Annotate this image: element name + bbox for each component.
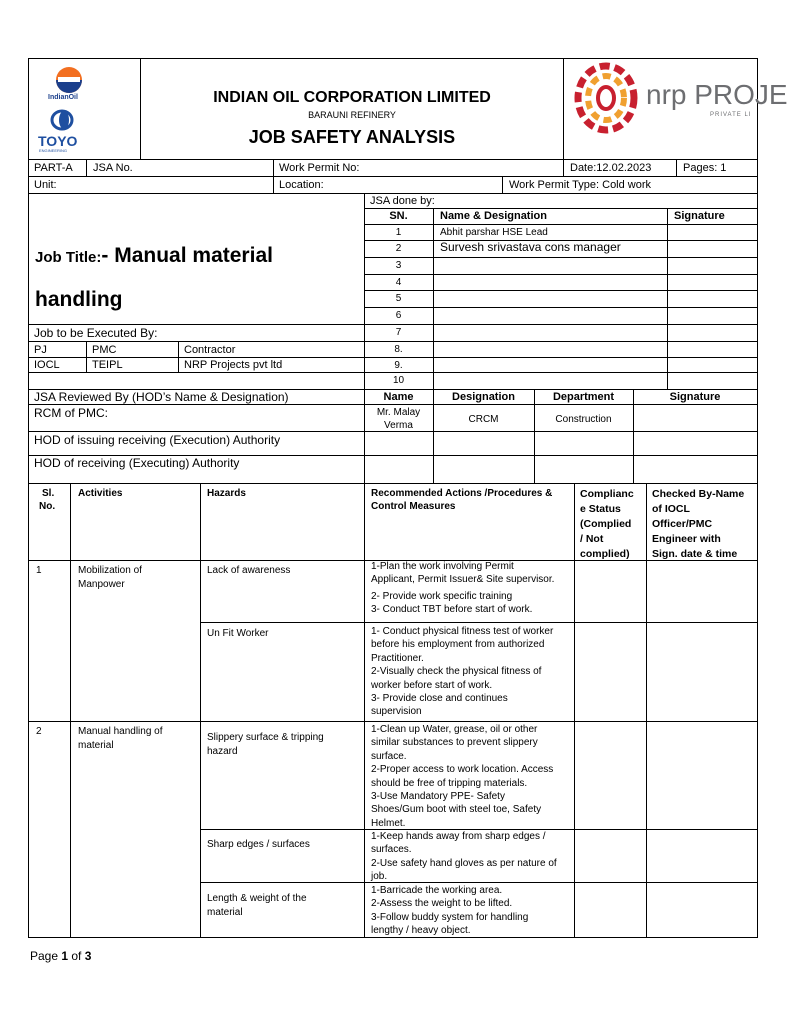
hazard-text: Lack of awareness [207, 565, 291, 576]
executed-by-label: Job to be Executed By: [34, 326, 158, 340]
job-title-label: Job Title: [35, 249, 102, 266]
review-name-header: Name [383, 391, 414, 403]
control-measure-text: 2-Use safety hand gloves as per nature of [371, 857, 557, 869]
hazards-header: Hazards [207, 488, 246, 499]
control-measure-text: similar substances to prevent slippery [371, 737, 538, 749]
compliance-header-line: complied) [580, 548, 630, 560]
jsa-row-name: Abhit parshar HSE Lead [440, 227, 548, 238]
nrp-logo-subtext: PRIVATE LI [710, 112, 752, 118]
jsa-row-sn: 6 [395, 310, 402, 321]
reviewed-by-label: JSA Reviewed By (HOD’s Name & Designation) [34, 390, 289, 404]
control-measure-text: 3-Use Mandatory PPE- Safety [371, 791, 505, 802]
sl-no-header-line2: No. [39, 501, 56, 512]
control-measure-text: lengthy / heavy object. [371, 925, 471, 937]
date-field: Date:12.02.2023 [570, 162, 652, 174]
activity-sl-no: 1 [36, 565, 42, 576]
jsa-sn-header: SN. [389, 210, 408, 222]
page-prefix: Page [30, 949, 62, 963]
control-measure-text: surfaces. [371, 844, 412, 856]
jsa-done-by-label: JSA done by: [370, 195, 435, 207]
work-permit-type-field: Work Permit Type: Cold work [509, 179, 652, 191]
jsa-row-sn: 5 [395, 293, 402, 304]
control-measure-text: Shoes/Gum boot with steel toe, Safety [371, 804, 542, 816]
hazard-text: hazard [207, 746, 238, 757]
indianoil-logo-text: IndianOil [48, 94, 78, 101]
nrp-projects-logo [570, 60, 788, 156]
jsa-row-sn: 4 [395, 277, 402, 288]
hod-issuing-label: HOD of issuing receiving (Execution) Authority [34, 433, 281, 447]
jsa-row-sn: 8. [394, 344, 403, 355]
control-measure-text: surface. [371, 750, 407, 762]
jsa-row-name: Survesh srivastava cons manager [440, 240, 621, 254]
page-number [30, 949, 91, 963]
checked-header-line: Checked By-Name [652, 488, 745, 500]
activity-text: material [78, 739, 114, 751]
sl-no-header-line1: Sl. [42, 488, 55, 499]
job-title-value-line1: - Manual material [101, 244, 273, 267]
checked-header-line: Officer/PMC [652, 518, 713, 530]
control-measure-text: Helmet. [371, 817, 406, 829]
pages-field: Pages: 1 [683, 162, 727, 174]
jsa-row-sn: 3 [395, 260, 402, 271]
compliance-header-line: Complianc [580, 488, 634, 500]
control-measure-text: before his employment from authorized [371, 639, 545, 651]
activities-header: Activities [78, 488, 123, 499]
activity-sl-no: 2 [36, 726, 42, 737]
control-measure-text: 1-Plan the work involving Permit [371, 561, 514, 572]
hazard-text: material [207, 907, 243, 918]
rcm-name-line1: Mr. Malay [376, 407, 421, 418]
jsa-row-sn: 9. [394, 360, 403, 371]
control-measure-text: job. [371, 871, 388, 883]
rcm-label: RCM of PMC: [34, 406, 109, 420]
jsa-row-sn: 1 [395, 227, 402, 238]
page-total: 3 [84, 949, 92, 963]
control-measure-text: 3- Provide close and continues [371, 693, 508, 704]
control-measure-text: Applicant, Permit Issuer& Site supervisor. [371, 574, 555, 586]
control-measure-text: 3-Follow buddy system for handling [371, 911, 529, 923]
review-department-header: Department [552, 391, 615, 403]
jsa-row-sn: 7 [395, 327, 402, 338]
exec-iocl: IOCL [34, 359, 60, 371]
jsa-name-header: Name & Designation [440, 210, 547, 222]
actions-header-line2: Control Measures [371, 501, 456, 512]
review-signature-header: Signature [669, 391, 721, 403]
page-current: 1 [61, 949, 69, 963]
checked-header-line: Engineer with [652, 533, 721, 545]
nrp-logo-text: nrp PROJE [646, 79, 788, 110]
hazard-text: Slippery surface & tripping [207, 732, 324, 743]
toyo-logo-subtext: ENGINEERING [39, 148, 68, 153]
control-measure-text: 2-Visually check the physical fitness of [371, 666, 542, 678]
review-designation-header: Designation [452, 391, 515, 403]
activity-text: Mobilization of [78, 565, 142, 576]
indianoil-logo [50, 66, 88, 102]
control-measure-text: 2-Proper access to work location. Access [371, 764, 554, 776]
activity-text: Manpower [78, 578, 125, 590]
exec-contractor: Contractor [184, 344, 236, 356]
jsa-row-sn: 10 [392, 375, 405, 386]
exec-pj: PJ [34, 344, 47, 356]
hazard-text: Length & weight of the [207, 893, 307, 904]
compliance-header-line: / Not [580, 533, 604, 545]
refinery-name: BARAUNI REFINERY [308, 110, 396, 120]
part-label: PART-A [34, 162, 73, 174]
rcm-name-line2: Verma [384, 420, 413, 431]
toyo-logo [38, 108, 88, 153]
compliance-header-line: e Status [580, 503, 621, 515]
checked-header-line: of IOCL [652, 503, 690, 515]
control-measure-text: 2- Provide work specific training [371, 590, 513, 602]
control-measure-text: 1-Clean up Water, grease, oil or other [371, 724, 538, 735]
activity-text: Manual handling of [78, 726, 163, 737]
exec-contractor-name: NRP Projects pvt ltd [184, 359, 283, 371]
control-measure-text: 3- Conduct TBT before start of work. [371, 604, 533, 616]
document-title: JOB SAFETY ANALYSIS [248, 127, 456, 147]
control-measure-text: 1- Conduct physical fitness test of worker [371, 626, 554, 637]
job-title-value-line2: handling [35, 288, 123, 311]
job-title [35, 244, 273, 268]
location-field: Location: [279, 179, 324, 191]
compliance-status-header [580, 487, 634, 562]
toyo-logo-text: TOYO [38, 133, 78, 149]
jsa-signature-header: Signature [674, 210, 725, 222]
hazard-text: Un Fit Worker [207, 628, 269, 639]
control-measure-text: Practitioner. [371, 652, 424, 664]
exec-pmc: PMC [92, 344, 117, 356]
company-name: INDIAN OIL CORPORATION LIMITED [213, 89, 491, 106]
rcm-department: Construction [555, 414, 612, 425]
compliance-header-line: (Complied [580, 518, 632, 530]
control-measure-text: supervision [371, 706, 422, 718]
control-measure-text: 1-Keep hands away from sharp edges / [371, 831, 546, 842]
checked-header-line: Sign. date & time [652, 548, 738, 560]
checked-by-header [652, 487, 744, 562]
control-measure-text: worker before start of work. [371, 679, 493, 691]
hazard-text: Sharp edges / surfaces [207, 839, 310, 850]
actions-header-line1: Recommended Actions /Procedures & [371, 488, 553, 499]
work-permit-no-field: Work Permit No: [279, 162, 360, 174]
exec-teipl: TEIPL [92, 359, 123, 371]
control-measure-text: 2-Assess the weight to be lifted. [371, 898, 513, 910]
hod-receiving-label: HOD of receiving (Executing) Authority [34, 456, 240, 470]
rcm-designation: CRCM [468, 414, 499, 425]
jsa-row-sn: 2 [395, 243, 402, 254]
page-of: of [68, 949, 85, 963]
jsa-no-field: JSA No. [93, 162, 133, 174]
unit-field: Unit: [34, 179, 57, 191]
control-measure-text: 1-Barricade the working area. [371, 885, 503, 896]
control-measure-text: should be free of tripping materials. [371, 777, 528, 789]
